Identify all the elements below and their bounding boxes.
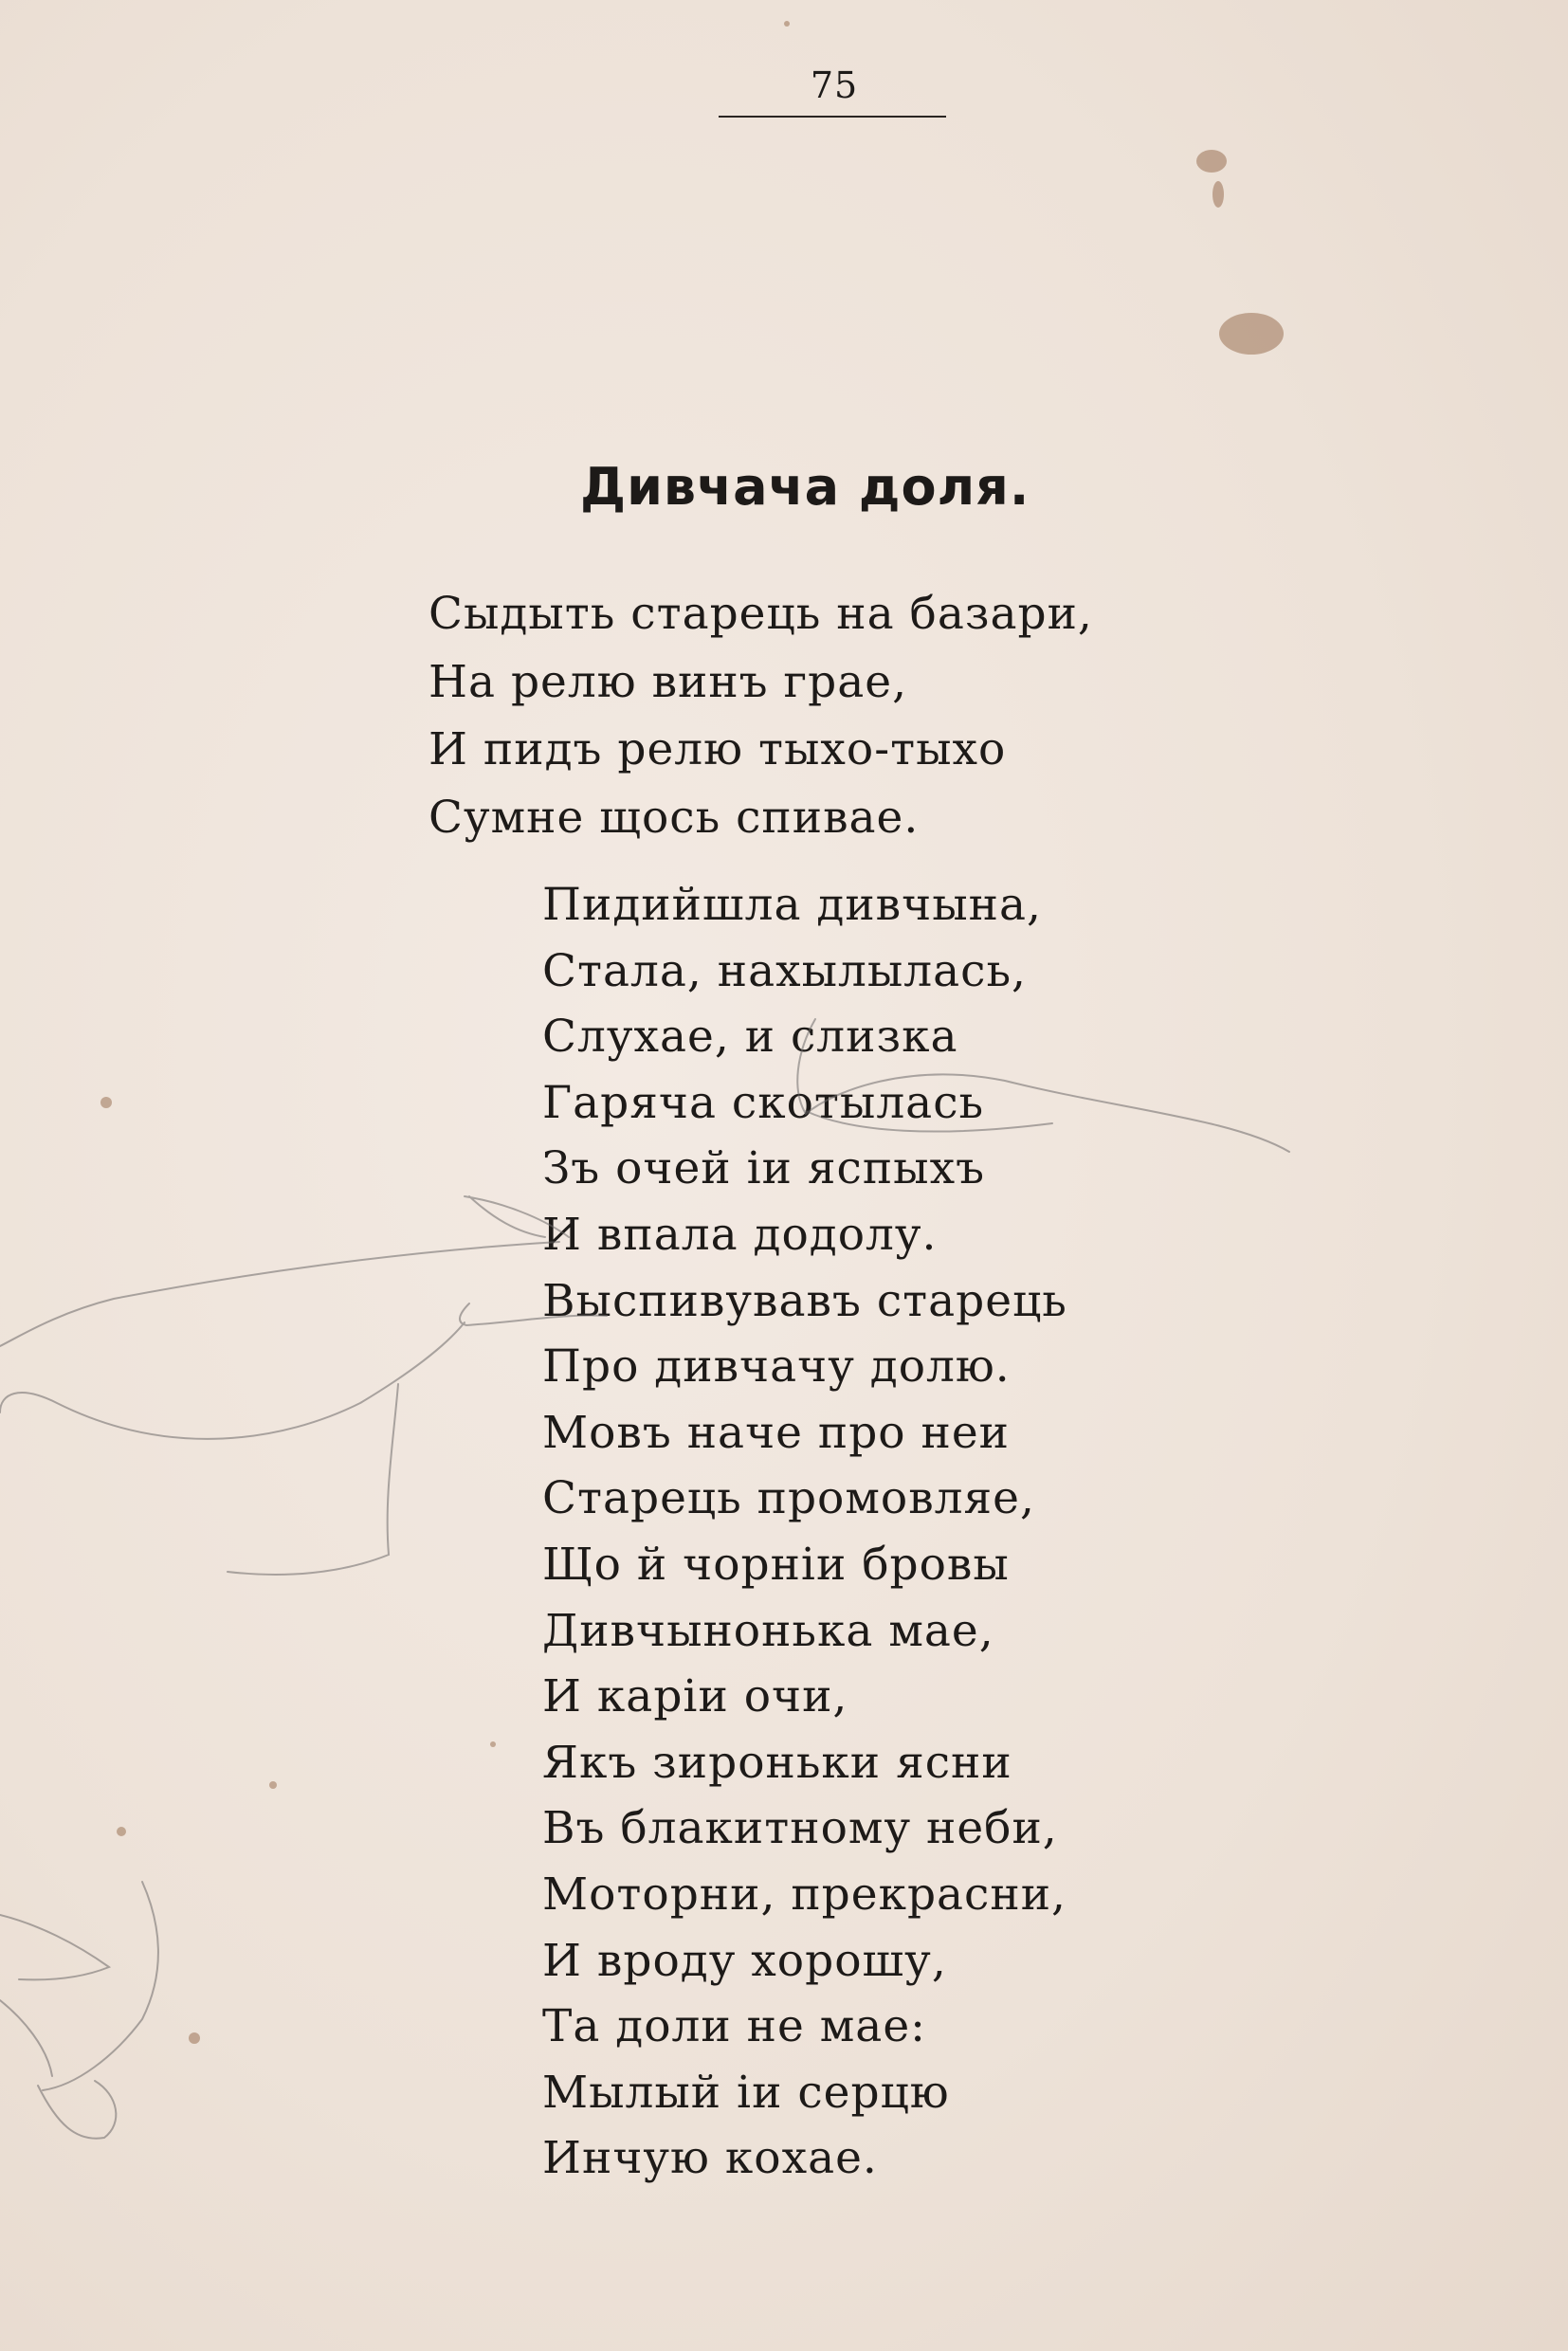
verse-line: И вроду хорошу, [542,1934,947,1987]
verse-line: Сумне щось спивае. [428,791,920,844]
verse-line: Сыдыть старець на базари, [428,588,1093,640]
verse-line: И впала додолу. [542,1208,938,1261]
verse-line: Мовъ наче про неи [542,1406,1011,1459]
stanza-2 [542,872,1067,2192]
stanza-1 [428,580,1093,851]
verse-line: Мылый іи серцю [542,2066,950,2119]
verse-line: Та доли не мае: [542,2000,926,2053]
verse-line: Въ блакитному неби, [542,1802,1058,1855]
page-number-rule [719,116,946,118]
verse-line: Про дивчачу долю. [542,1340,1011,1394]
verse-line: И пидъ релю тыхо-тыхо [428,723,1007,775]
verse-line: Выспивувавъ старець [542,1274,1067,1327]
verse-line: Що й чорніи бровы [542,1538,1010,1591]
verse-line: И каріи очи, [542,1670,848,1723]
page-number: 75 [810,64,859,106]
verse-line: Дивчынонька мае, [542,1604,994,1657]
verse-line: Гаряча скотылась [542,1076,985,1129]
verse-line: Пидийшла дивчына, [542,879,1042,931]
verse-line: Якъ зироньки ясни [542,1736,1012,1789]
verse-line: Инчую кохае. [542,2132,878,2185]
verse-line: Зъ очей іи яспыхъ [542,1142,985,1195]
verse-line: На релю винъ грае, [428,655,908,708]
poem-title: Дивчача доля. [580,457,1030,517]
verse-line: Старець промовляе, [542,1472,1035,1525]
verse-line: Моторни, прекрасни, [542,1868,1067,1921]
verse-line: Стала, нахылылась, [542,944,1027,997]
verse-line: Слухае, и слизка [542,1011,958,1064]
